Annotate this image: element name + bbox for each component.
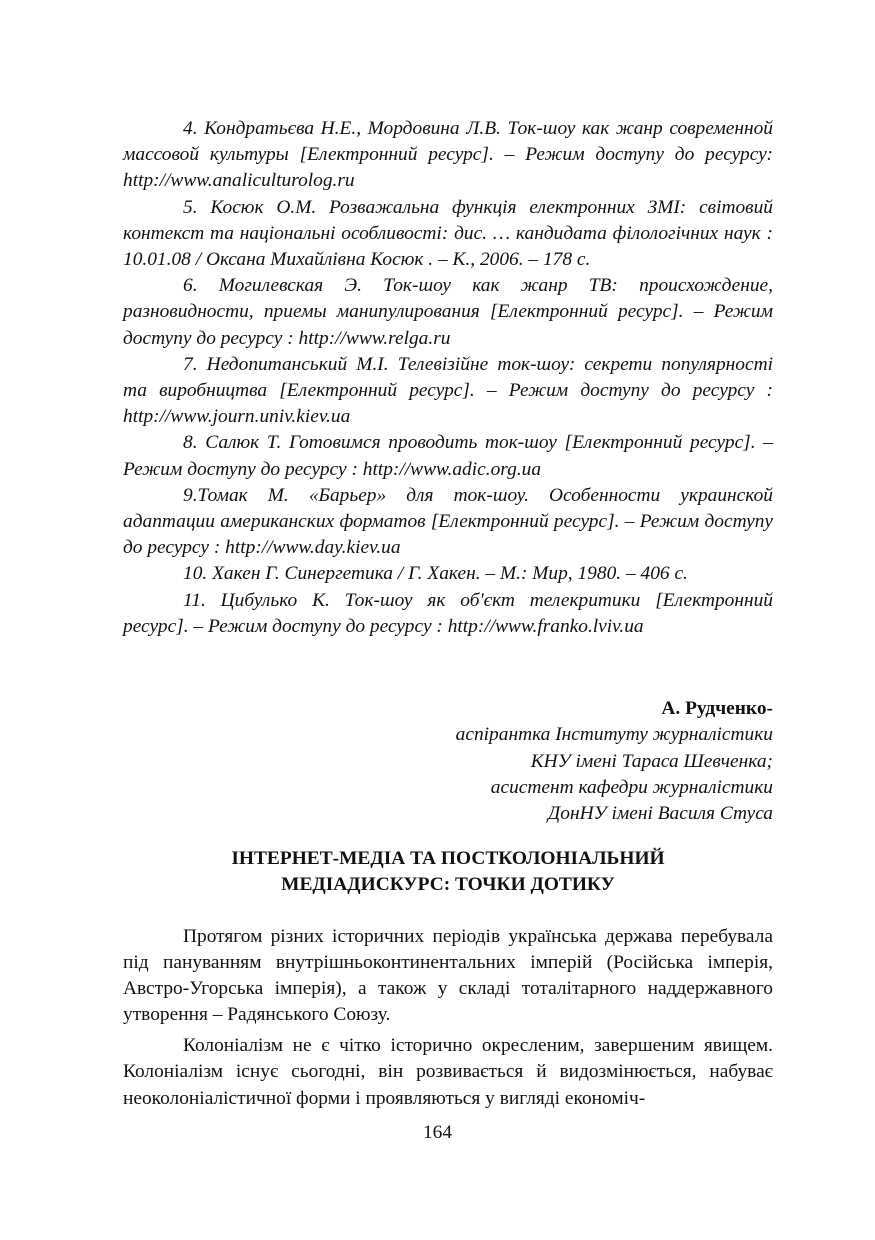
reference-item: 10. Хакен Г. Синергетика / Г. Хакен. – М.: Мир, 1980. – 406 с. — [183, 563, 688, 585]
article-body — [123, 924, 773, 1112]
author-affiliation-line: асистент кафедри журналістики — [490, 776, 773, 798]
author-block — [456, 696, 773, 827]
reference-list — [123, 116, 773, 640]
body-paragraph: Протягом різних історичних періодів українська держава перебувала під пануванням внутрішньоконтинентальних імперій (Російська імперія, Австро-Угорська імперія), а також у складі тоталітарного наддержавного утворення – Радянського Союзу. — [123, 926, 773, 1026]
reference-item: 8. Салюк Т. Готовимся проводить ток-шоу [Електронний ресурс]. – Режим доступу до ресурсу : http://www.adic.org.ua — [123, 432, 773, 480]
reference-item: 11. Цибулько К. Ток-шоу як об'єкт телекритики [Електронний ресурс]. – Режим доступу до ресурсу : http://www.franko.lviv.ua — [123, 589, 773, 637]
reference-item: 4. Кондратьєва Н.Е., Мордовина Л.В. Ток-шоу как жанр современной массовой культуры [Електронний ресурс]. – Режим доступу до ресурсу: http://www.analiculturolog.ru — [123, 118, 773, 192]
author-affiliation-line: аспірантка Інституту журналістики — [455, 724, 773, 746]
article-title — [123, 846, 773, 898]
article-title-line: МЕДІАДИСКУРС: ТОЧКИ ДОТИКУ — [281, 874, 615, 895]
body-paragraph: Колоніалізм не є чітко історично окресленим, завершеним явищем. Колоніалізм існує сьогодні, він розвивається й видозмінюється, набуває неоколоніалістичної форми і проявляються у вигляді економіч- — [123, 1035, 773, 1109]
author-name: А. Рудченко- — [661, 698, 773, 719]
reference-item: 7. Недопитанський М.І. Телевізійне ток-шоу: секрети популярності та виробництва [Електронний ресурс]. – Режим доступу до ресурсу : http://www.journ.univ.kiev.ua — [123, 353, 773, 428]
reference-item: 6. Могилевская Э. Ток-шоу как жанр ТВ: происхождение, разновидности, приемы манипулирования [Електронний ресурс]. – Режим доступу до ресурсу : http://www.relga.ru — [123, 275, 773, 349]
reference-item: 9.Томак М. «Барьер» для ток-шоу. Особенности украинской адаптации американских форматов [Електронний ресурс]. – Режим доступу до ресурсу : http://www.day.kiev.ua — [123, 484, 773, 559]
page-number: 164 — [422, 1122, 453, 1143]
article-title-line: ІНТЕРНЕТ-МЕДІА ТА ПОСТКОЛОНІАЛЬНИЙ — [231, 848, 665, 869]
reference-item: 5. Косюк О.М. Розважальна функція електронних ЗМІ: світовий контекст та національні особливості: дис. … кандидата філологічних наук : 10.01.08 / Оксана Михайлівна Косюк . – К., 2006. – 178 с. — [123, 196, 773, 271]
author-affiliation-line: ДонНУ імені Василя Стуса — [547, 803, 773, 825]
author-affiliation-line: КНУ імені Тараса Шевченка; — [530, 750, 773, 772]
